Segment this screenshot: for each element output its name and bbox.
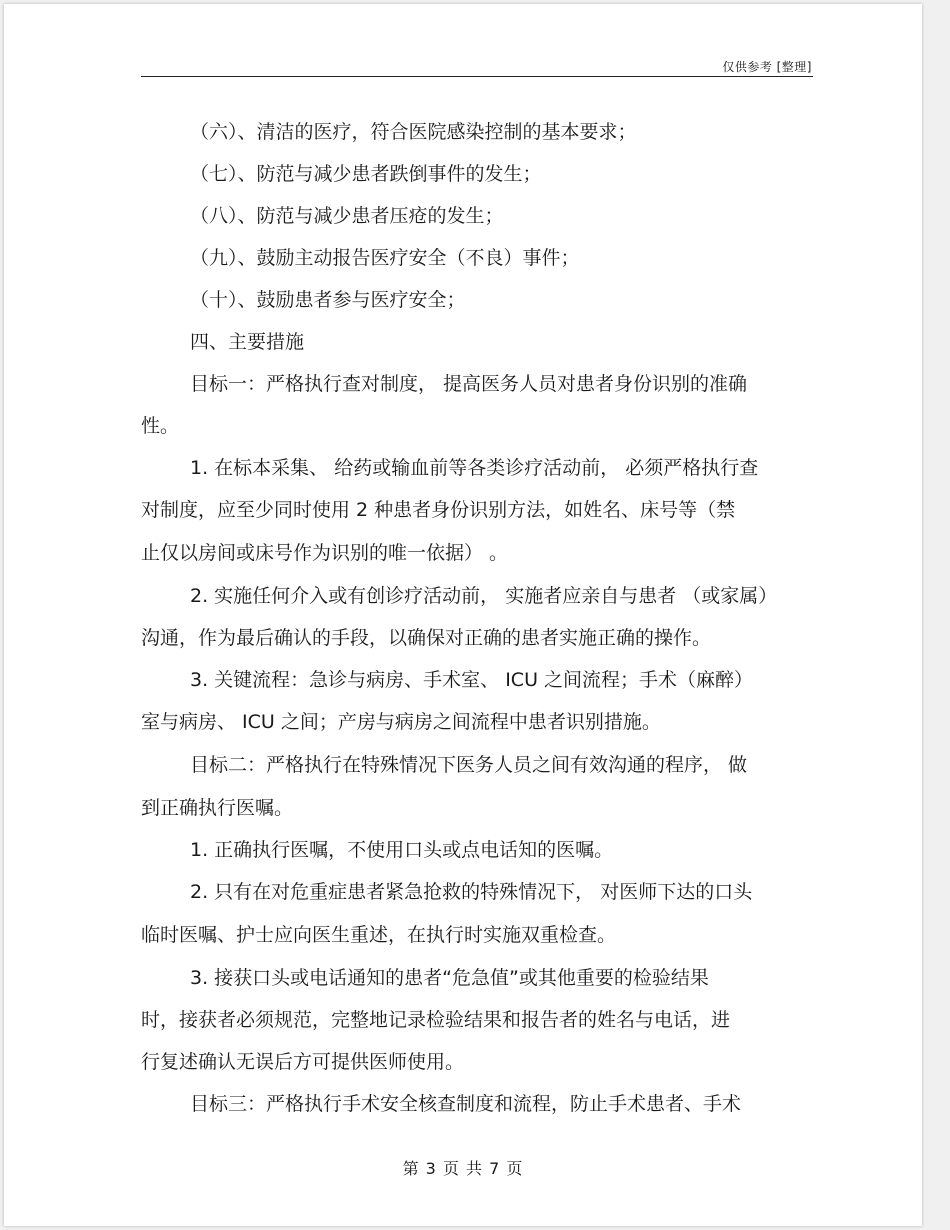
body-line: 室与病房、 ICU 之间；产房与病房之间流程中患者识别措施。 [141,711,661,733]
body-line: 到正确执行医嘱。 [141,797,294,819]
section-heading: 四、主要措施 [190,331,305,353]
body-line: （九）、鼓励主动报告医疗安全（不良）事件； [190,247,580,269]
body-line: 1. 正确执行医嘱，不使用口头或点电话知的医嘱。 [190,839,614,861]
page-header: 仅供参考 [整理] [722,60,812,74]
body-line: 目标一：严格执行查对制度， 提高医务人员对患者身份识别的准确 [190,373,748,395]
header-divider [141,76,813,77]
body-line: 目标二：严格执行在特殊情况下医务人员之间有效沟通的程序， 做 [190,754,748,776]
body-line: （六）、清洁的医疗，符合医院感染控制的基本要求； [190,121,637,143]
body-line: 行复述确认无误后方可提供医师使用。 [141,1051,465,1073]
body-line: （七）、防范与减少患者跌倒事件的发生； [190,163,542,185]
body-line: 沟通，作为最后确认的手段，以确保对正确的患者实施正确的操作。 [141,627,712,649]
body-line: 3. 关键流程：急诊与病房、手术室、 ICU 之间流程；手术（麻醉） [190,669,754,691]
body-line: 目标三：严格执行手术安全核查制度和流程，防止手术患者、手术 [190,1093,742,1115]
body-line: 临时医嘱、护士应向医生重述，在执行时实施双重检查。 [141,924,617,946]
body-line: 3. 接获口头或电话通知的患者“危急值”或其他重要的检验结果 [190,967,709,989]
body-line: 止仅以房间或床号作为识别的唯一依据） 。 [141,542,509,564]
page-footer: 第 3 页 共 7 页 [402,1159,524,1178]
body-line: 时，接获者必须规范，完整地记录检验结果和报告者的姓名与电话，进 [141,1009,731,1031]
body-line: （八）、防范与减少患者压疮的发生； [190,205,504,227]
body-line: （十）、鼓励患者参与医疗安全； [190,289,466,311]
body-line: 性。 [141,415,180,437]
document-page [4,4,922,1226]
body-line: 对制度，应至少同时使用 2 种患者身份识别方法，如姓名、床号等（禁 [141,499,736,521]
body-line: 1. 在标本采集、 给药或输血前等各类诊疗活动前， 必须严格执行查 [190,457,759,479]
body-line: 2. 只有在对危重症患者紧急抢救的特殊情况下， 对医师下达的口头 [190,881,753,903]
body-line: 2. 实施任何介入或有创诊疗活动前， 实施者应亲自与患者 （或家属） [190,585,778,607]
